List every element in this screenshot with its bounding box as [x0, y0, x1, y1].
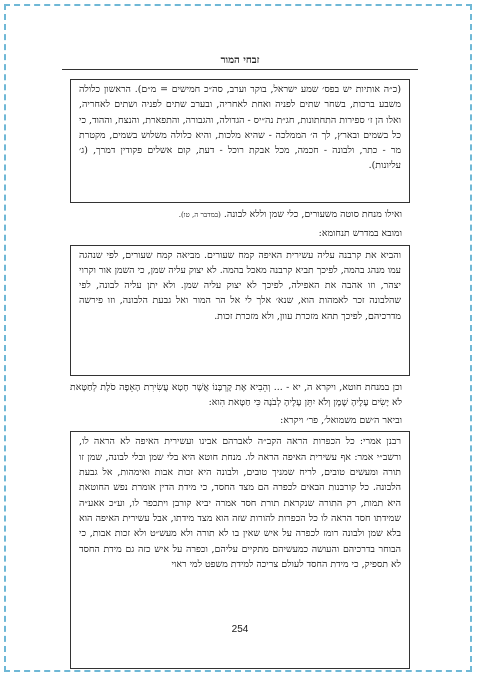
boxed-passage-kavanot — [70, 79, 410, 203]
boxed-passage-tanchuma — [70, 245, 410, 376]
passage-text: (כ״ה אותיות יש בפס׳ שמע ישראל, בוקר וערב, סה״כ חמישים = מ״ם). הראשון כלולה משבע ברכות, בשחר שתים לפניה ואחת לאחריה, ובערב שתים לפניה ושתים לאחריה, ואלו הן ז׳ ספירות התחתונות, חג״ת נה״יס - הגדולה, והגבורה, והתפארת, והנצח, וההוד, כי כל בשמים ובארץ, לך ה׳ הממלכה - שהיא מלכות, והיא כלולה משלוש בשמים, מקטרת מר - כתר, ולבונה - חכמה, מכל אבקת רוכל - דעת, קום אשלים פקודין דמרך, (ג׳ עליונות). — [78, 84, 401, 172]
passage-text: רבנן אמרי: כל הכפרות הראה הקב״ה לאברהם אבינו ועשירית האיפה לא הראה לו, ורשב״י אמר: אף עשירית האיפה הראה לו. מנחת חוטא היא בלי שמן ובלי לבונה, שמן זו תורה ומעשים טובים, לריח שמניך טובים, ולבונה היא זכות אבות ואימהות, אל גבעת הלבונה. כל קורבנות הבאים לכפרה הם מצד החסד, כי מידת הדין אומרת נפש החוטאת היא תמות, רק התורה שנקראת תורת חסד אמרה יביא קורבן ויתכפר לו, וע״כ אאע״ה שמידתו חסד הראה לו כל הכפרות להורות שזה הוא מצד מידתו, אבל עשירית האיפה הוא בלא שמן ולבונה רומז לכפרה על איש שאין בו לא תורה ולא מעש״ט ולא זכות אבות, כי הבוחר בדרכיהם והעושה כמעשיהם מתקיים עליהם, וכפרה על איש כזה גם מידת החסד לא תספיק, כי מידת החסד לעולם צריכה למידת משפט למי ראוי — [79, 436, 401, 570]
header-rule — [62, 69, 418, 70]
shem-mishmuel-intro: וביאר ה׳שם משמואל׳, פר׳ ויקרא: — [280, 415, 402, 427]
running-header: זבחי המור — [220, 55, 260, 66]
page-number: 254 — [231, 624, 249, 635]
page-body — [70, 76, 410, 673]
source-citation: (במדבר ה, טו). — [178, 211, 221, 219]
sotah-line — [70, 207, 410, 223]
vayikra-quote: וכן במנחת חוטא, ויקרא ה, יא - ... וְהֵבִיא אֶת קָרְבָּנוֹ אֲשֶׁר חָטָא עֲשִׂירִת הָאֵפָה סֹלֶת לְחַטָּאת לֹא יָשִׂים עָלֶיהָ שֶׁמֶן וְלֹא יִתֵּן עָלֶיהָ לְבֹנָה כִּי חַטָּאת הִוא: — [70, 381, 402, 408]
sotah-text: ואילו מנחת סוטה משעורים, כלי שמן וללא לבונה. — [223, 209, 402, 220]
passage-text: והביא את קרבנה עליה עשירית האיפה קמח שעורים. מביאה קמח שעורים, לפי שנהגה עמו מנהג בהמה, לפיכך תביא קרבנה מאכל בהמה. לא יצוק עליה שמן, כי השמן אור וקרוי יצהר, וזו אהבה את האפילה, לפיכך לא יצוק עליה שמן. ולא יתן עליה לבונה, לפי שהלבונה זכר לאמהות הוא, שנא׳ אלך לי אל הר המור ואל גבעת הלבונה, וזו פירשה מדרכיהם, לפיכך תהא מזכרת עוון, ולא מזכרת זכות. — [79, 249, 401, 322]
tanchuma-intro: ומובא במדרש תנחומא: — [318, 228, 402, 240]
